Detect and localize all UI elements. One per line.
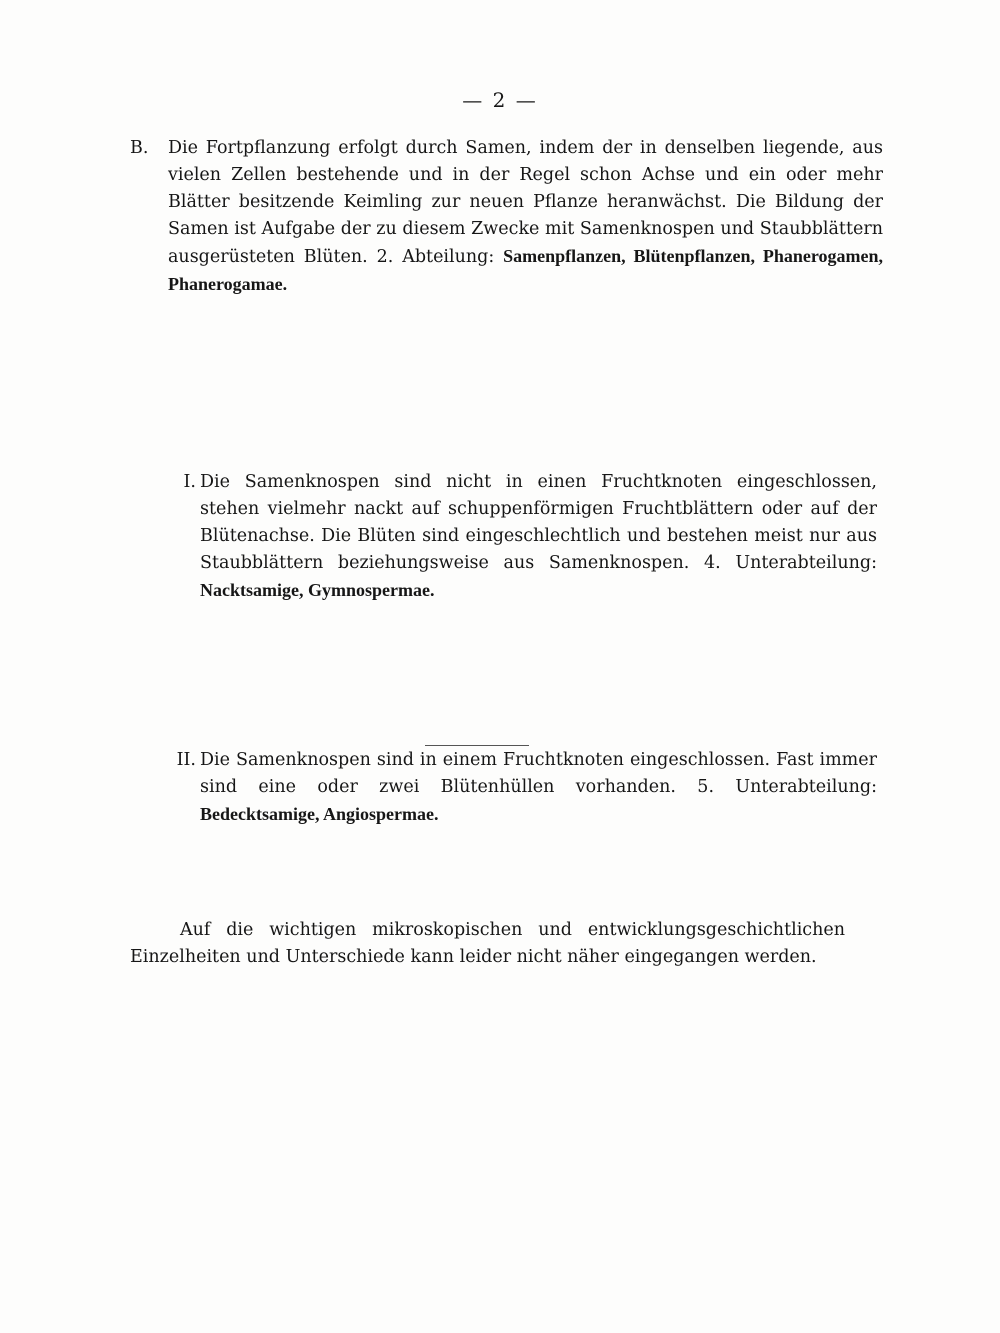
page-number: — 2 —: [462, 88, 538, 112]
paragraph-marker-b: B.: [130, 138, 149, 158]
paragraph-b-text: Die Fortpflanzung erfolgt durch Samen, indem der in denselben liegende, aus vielen Zellen bestehende und in der Regel schon Achse und ein oder mehr Blätter besitzende Keimling zur neuen Pflanze heranwächst. Die Bildung der Samen ist Aufgabe der zu diesem Zwecke mit Samenknospen und Staubblättern ausgerüsteten Blüten. 2. Abteilung:: [168, 138, 883, 267]
paragraph-marker-ii: II.: [176, 750, 196, 770]
paragraph-b-bold-terms: Samenpflanzen, Blütenpflanzen, Phanerogamen, Phanerogamae.: [168, 246, 883, 294]
paragraph-ii: [168, 747, 877, 829]
paragraph-b: [130, 135, 883, 299]
paragraph-i-bold-terms: Nacktsamige, Gymnospermae.: [200, 580, 435, 600]
paragraph-i-text: Die Samenknospen sind nicht in einen Fruchtknoten eingeschlossen, stehen vielmehr nackt auf schuppenförmigen Fruchtblättern oder auf der Blütenachse. Die Blüten sind eingeschlechtlich und bestehen meist nur aus Staubblättern beziehungsweise aus Samenknospen. 4. Unterabteilung:: [200, 472, 877, 573]
paragraph-i: [168, 469, 877, 605]
paragraph-ii-text: Die Samenknospen sind in einem Fruchtknoten eingeschlossen. Fast immer sind eine oder zwei Blütenhüllen vorhanden. 5. Unterabteilung:: [200, 750, 877, 797]
paragraph-closing: Auf die wichtigen mikroskopischen und entwicklungsgeschichtlichen Einzelheiten und Unterschiede kann leider nicht näher eingegangen werden.: [130, 920, 845, 967]
section-divider: [425, 745, 529, 746]
paragraph-marker-i: I.: [183, 472, 196, 492]
paragraph-ii-bold-terms: Bedecktsamige, Angiospermae.: [200, 804, 439, 824]
